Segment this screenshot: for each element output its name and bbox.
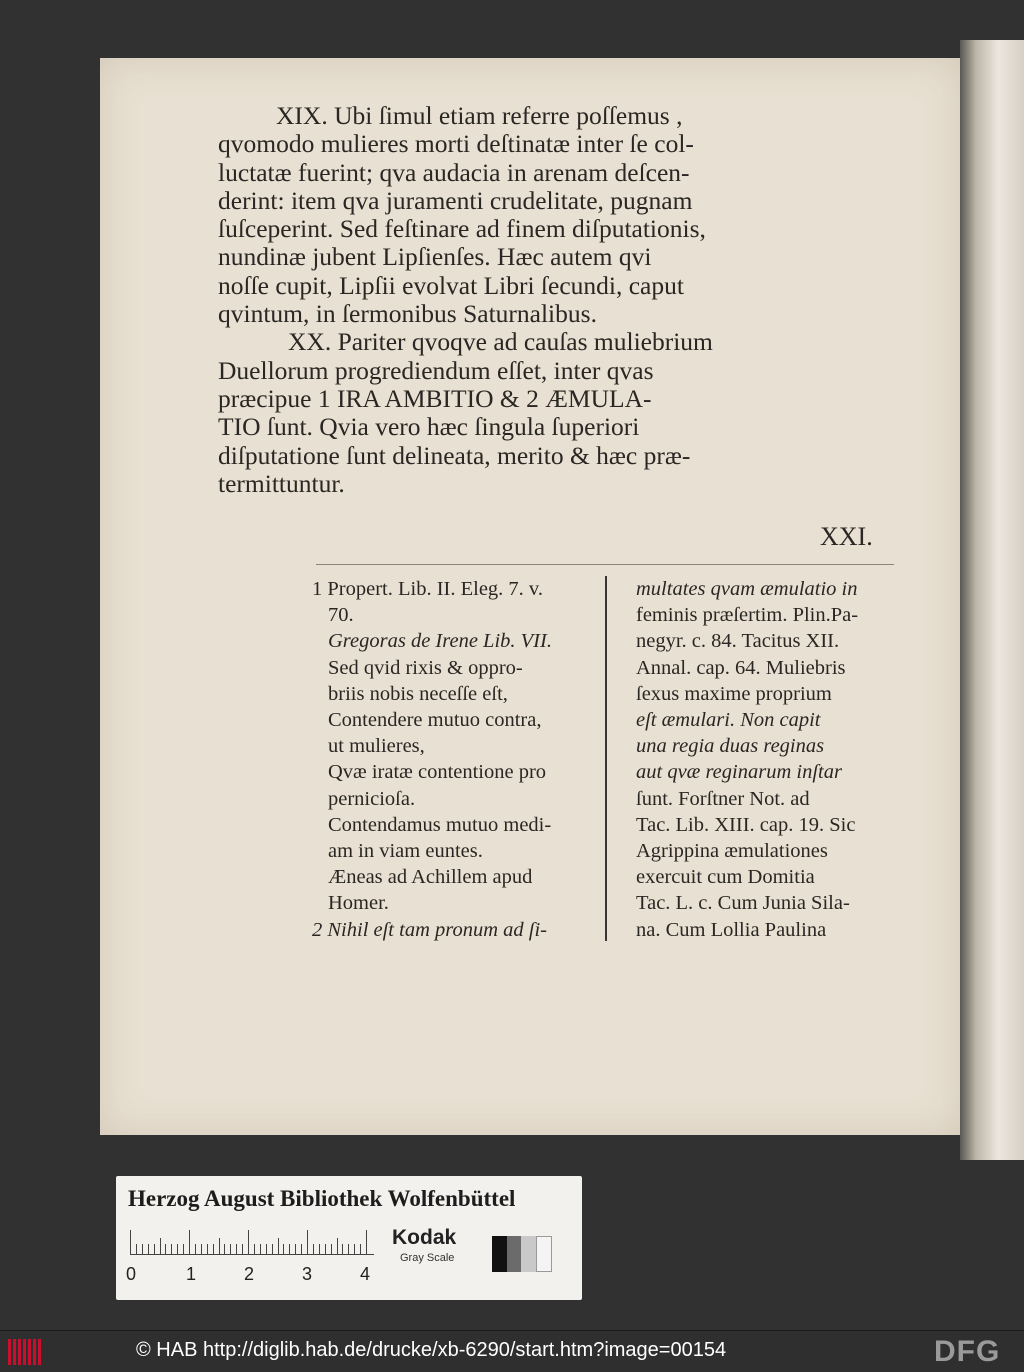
note-line: aut qvæ reginarum inſtar <box>636 761 842 784</box>
ruler-tick <box>148 1244 149 1254</box>
ruler-number: 3 <box>302 1264 313 1284</box>
ruler-tick <box>331 1244 332 1254</box>
note-line: Gregoras de Irene Lib. VII. <box>328 630 552 653</box>
note-line: ſunt. Forſtner Not. ad <box>636 787 810 810</box>
ruler-number: 1 <box>186 1264 197 1284</box>
ruler-tick <box>283 1244 284 1254</box>
text-line: diſputatione ſunt delineata, merito & hæc præ- <box>218 440 691 470</box>
note-line: na. Cum Lollia Paulina <box>636 918 827 941</box>
library-label-card <box>116 1176 582 1300</box>
library-name: Herzog August Bibliothek Wolfenbüttel <box>128 1186 516 1211</box>
ruler-tick <box>366 1230 367 1254</box>
ruler-tick <box>189 1230 190 1254</box>
ruler-tick <box>307 1230 308 1254</box>
note-line: 70. <box>328 604 354 627</box>
text-line: XIX. Ubi ſimul etiam referre poſſemus , <box>276 101 683 130</box>
footer-copyright-link[interactable]: © HAB http://diglib.hab.de/drucke/xb-6290/start.htm?image=00154 <box>136 1339 727 1361</box>
note-line: Agrippina æmulationes <box>636 840 828 863</box>
ruler-tick <box>242 1244 243 1254</box>
ruler-tick <box>248 1230 249 1254</box>
note-line: ſexus maxime proprium <box>636 682 832 705</box>
text-line: nundinæ jubent Lipſienſes. Hæc autem qvi <box>218 242 652 272</box>
ruler-tick <box>272 1244 273 1254</box>
ruler-number: 0 <box>126 1264 137 1284</box>
ruler-tick <box>177 1244 178 1254</box>
text-line: luctatæ fuerint; qva audacia in arenam deſcen- <box>218 157 690 187</box>
note-line: Æneas ad Achillem apud <box>328 866 533 889</box>
ruler-tick <box>278 1238 279 1254</box>
note-line: una regia duas reginas <box>636 735 825 758</box>
note-line: eſt æmulari. Non capit <box>636 709 821 732</box>
note-line: multates qvam æmulatio in <box>636 578 858 600</box>
ruler-tick <box>236 1244 237 1254</box>
note-line: negyr. c. 84. Tacitus XII. <box>636 630 840 653</box>
ruler-tick <box>207 1244 208 1254</box>
note-line: Annal. cap. 64. Muliebris <box>636 656 846 679</box>
ruler-tick <box>266 1244 267 1254</box>
text-line: noſſe cupit, Lipſii evolvat Libri ſecundi, caput <box>218 270 684 300</box>
ruler-tick <box>171 1244 172 1254</box>
ruler-tick <box>325 1244 326 1254</box>
catchword: XXI. <box>820 522 873 551</box>
note-line: Sed qvid rixis & oppro- <box>328 656 523 679</box>
ruler-tick <box>301 1244 302 1254</box>
ruler-number: 2 <box>244 1264 255 1284</box>
gray-scale-swatches <box>492 1236 552 1272</box>
hab-logo-icon <box>8 1339 46 1365</box>
note-line: Tac. L. c. Cum Junia Sila- <box>636 892 850 915</box>
note-line: exercuit cum Domitia <box>636 866 815 889</box>
ruler-tick <box>183 1244 184 1254</box>
ruler-tick <box>165 1244 166 1254</box>
column-rule <box>605 576 607 941</box>
ruler-tick <box>295 1244 296 1254</box>
kodak-brand: Kodak <box>392 1226 457 1249</box>
note-line: 1 Propert. Lib. II. Eleg. 7. v. <box>312 578 543 600</box>
ruler-tick <box>360 1244 361 1254</box>
ruler-tick <box>289 1244 290 1254</box>
footnotes-left-column <box>312 576 596 943</box>
main-text-block <box>218 102 894 498</box>
note-line: Tac. Lib. XIII. cap. 19. Sic <box>636 813 856 836</box>
text-line: termittuntur. <box>218 468 345 498</box>
footnotes-right-column <box>636 576 894 943</box>
text-line: TIO ſunt. Qvia vero hæc ſingula ſuperiori <box>218 412 640 442</box>
ruler-tick <box>342 1244 343 1254</box>
ruler-tick <box>160 1238 161 1254</box>
ruler-tick <box>142 1244 143 1254</box>
text-line: qvomodo mulieres morti deſtinatæ inter ſe col- <box>218 129 694 159</box>
binding-edge <box>960 40 1024 1160</box>
text-line: Duellorum progrediendum eſſet, inter qvas <box>218 355 654 385</box>
note-line: am in viam euntes. <box>328 840 483 863</box>
note-line: Homer. <box>328 892 389 915</box>
text-line: derint: item qva juramenti crudelitate, pugnam <box>218 185 693 215</box>
scale-ruler <box>130 1228 374 1255</box>
ruler-tick <box>154 1244 155 1254</box>
text-line: XX. Pariter qvoqve ad cauſas muliebrium <box>288 327 713 357</box>
note-line: ut mulieres, <box>328 735 425 758</box>
note-line: pernicioſa. <box>328 787 416 810</box>
ruler-tick <box>260 1244 261 1254</box>
note-line: Qvæ iratæ contentione pro <box>328 761 547 784</box>
ruler-number: 4 <box>360 1264 371 1284</box>
text-line: ſuſceperint. Sed feſtinare ad finem diſputationis, <box>218 214 706 244</box>
ruler-tick <box>337 1238 338 1254</box>
ruler-tick <box>313 1244 314 1254</box>
ruler-tick <box>201 1244 202 1254</box>
ruler-tick <box>348 1244 349 1254</box>
footer-bar <box>0 1330 1024 1372</box>
note-line: Contendamus mutuo medi- <box>328 813 552 836</box>
dfg-logo: DFG <box>934 1335 1001 1368</box>
ruler-tick <box>230 1244 231 1254</box>
note-line: briis nobis neceſſe eſt, <box>328 682 508 705</box>
ruler-tick <box>136 1244 137 1254</box>
text-line: præcipue 1 IRA AMBITIO & 2 ÆMULA- <box>218 383 652 413</box>
ruler-tick <box>130 1230 131 1254</box>
note-line: feminis præſertim. Plin.Pa- <box>636 604 859 627</box>
ruler-tick <box>254 1244 255 1254</box>
footnote-divider <box>316 564 894 565</box>
ruler-tick <box>319 1244 320 1254</box>
note-line: 2 Nihil eſt tam pronum ad ſi- <box>312 918 547 941</box>
text-line: qvintum, in ſermonibus Saturnalibus. <box>218 299 597 329</box>
ruler-tick <box>213 1244 214 1254</box>
ruler-tick <box>224 1244 225 1254</box>
note-line: Contendere mutuo contra, <box>328 709 542 732</box>
ruler-tick <box>354 1244 355 1254</box>
ruler-tick <box>219 1238 220 1254</box>
ruler-tick <box>195 1244 196 1254</box>
gray-scale-caption: Gray Scale <box>400 1252 455 1264</box>
